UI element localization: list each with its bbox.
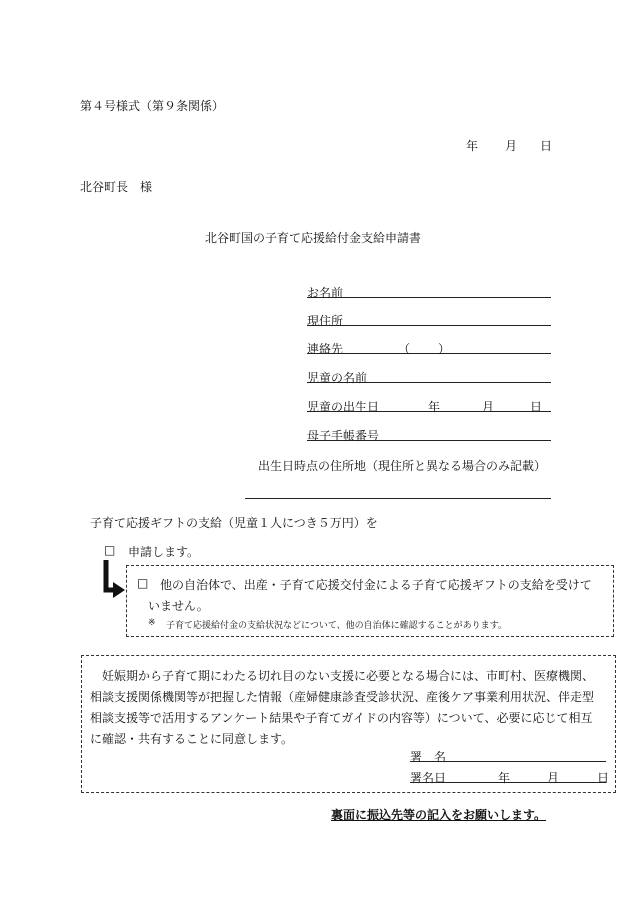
- other-municipality-line1: 他の自治体で、出産・子育て応援交付金による子育て応援ギフトの支給を受けて: [160, 578, 592, 592]
- name-field-line[interactable]: [307, 297, 551, 298]
- mch-number-label: 母子手帳番号: [307, 429, 380, 443]
- other-municipality-checkbox[interactable]: □: [137, 576, 149, 590]
- consent-line1: 妊娠期から子育て期にわたる切れ目のない支援に必要となる場合には、市町村、医療機関、: [102, 669, 595, 683]
- contact-field-line[interactable]: [307, 353, 551, 354]
- child-name-label: 児童の名前: [307, 371, 368, 385]
- child-name-field-line[interactable]: [307, 382, 551, 383]
- birthday-month: 月: [482, 400, 495, 414]
- sign-date-year: 年: [498, 771, 511, 785]
- document-title: 北谷町国の子育て応援給付金支給申請書: [205, 231, 422, 245]
- date-month: 月: [505, 139, 518, 153]
- form-number: 第４号様式（第９条関係）: [80, 99, 225, 113]
- child-birthday-field-line[interactable]: [307, 411, 551, 412]
- birth-address-label: 出生日時点の住所地（現住所と異なる場合のみ記載）: [258, 459, 547, 473]
- address-label: 現住所: [307, 314, 344, 328]
- address-field-line[interactable]: [307, 325, 551, 326]
- signature-label: 署 名: [410, 750, 447, 764]
- sign-date-field-line[interactable]: [410, 782, 606, 783]
- gift-line: 子育て応援ギフトの支給（児童１人につき５万円）を: [90, 516, 378, 530]
- consent-line3: 相談支援等で活用するアンケート結果や子育てガイドの内容等）について、必要に応じて相互: [90, 711, 593, 725]
- apply-label: 申請します。: [128, 545, 200, 559]
- consent-line2: 相談支援関係機関等が把握した情報（産婦健康診査受診状況、産後ケア事業利用状況、伴走型: [90, 690, 595, 704]
- sign-date-month: 月: [547, 771, 560, 785]
- note-text: 子育て応援給付金の支給状況などについて、他の自治体に確認することがあります。: [166, 621, 507, 631]
- arrow-icon: [100, 560, 128, 602]
- child-birthday-label: 児童の出生日: [307, 400, 380, 414]
- sign-date-day: 日: [597, 771, 610, 785]
- consent-line4: に確認・共有することに同意します。: [90, 732, 294, 746]
- contact-paren-close: ）: [438, 342, 451, 356]
- date-year: 年: [466, 139, 479, 153]
- footer-note: 裏面に振込先等の記入をお願いします。: [331, 808, 547, 822]
- birthday-day: 日: [530, 400, 543, 414]
- contact-paren-open: （: [398, 342, 411, 356]
- note-mark: ※: [148, 618, 156, 628]
- name-label: お名前: [307, 286, 344, 300]
- sign-date-label: 署名日: [410, 771, 447, 785]
- contact-label: 連絡先: [307, 342, 344, 356]
- apply-checkbox[interactable]: □: [104, 543, 116, 557]
- date-day: 日: [540, 139, 553, 153]
- other-municipality-line2: いません。: [148, 599, 209, 613]
- mch-number-field-line[interactable]: [307, 440, 551, 441]
- signature-field-line[interactable]: [410, 761, 606, 762]
- addressee: 北谷町長 様: [80, 180, 153, 194]
- birth-address-field-line[interactable]: [245, 498, 551, 499]
- birthday-year: 年: [428, 400, 441, 414]
